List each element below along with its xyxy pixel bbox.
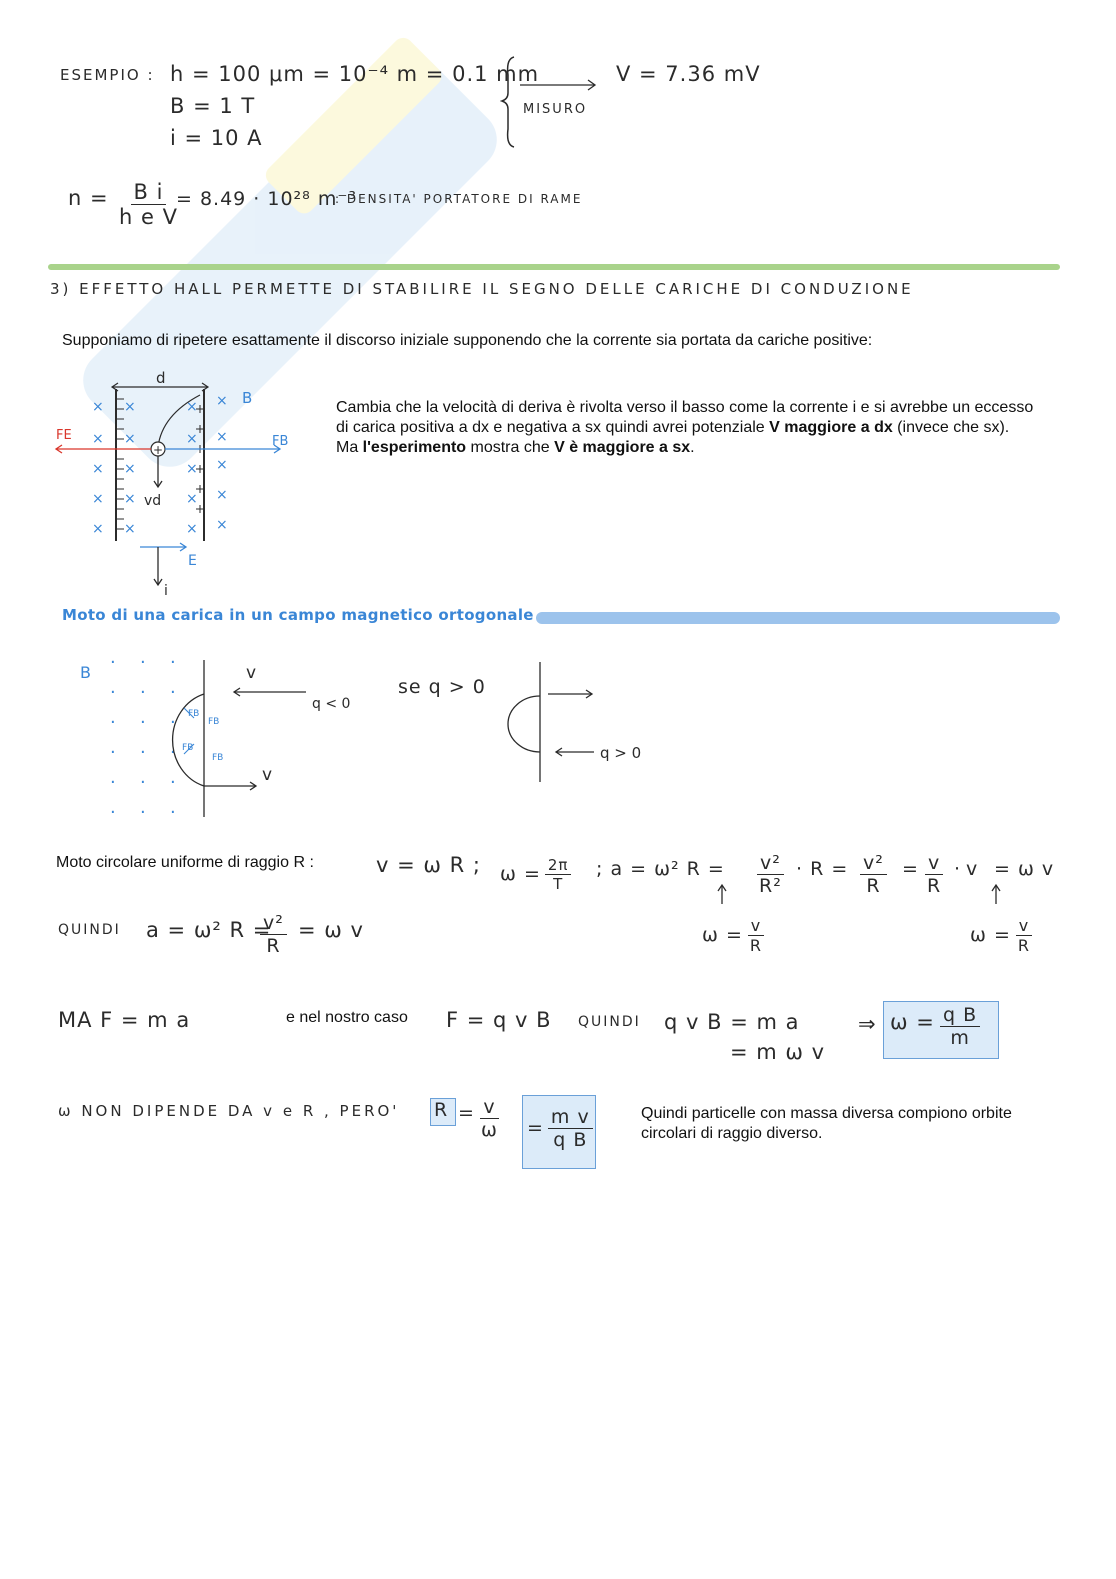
hall-diagram — [50, 365, 300, 600]
section3-intro: Supponiamo di ripetere esattamente il discorso iniziale supponendo che la corrente sia portata da cariche positive: — [62, 332, 873, 349]
quindi-frac: $\frac{\text{v²}}{R}$ — [256, 912, 291, 957]
v2-R: $\frac{\text{v²}}{R}$ — [856, 852, 891, 897]
cross-icon: × — [186, 521, 198, 537]
cross-icon: × — [92, 521, 104, 537]
misuro-label: MISURO — [523, 102, 588, 117]
cross-icon: × — [216, 393, 228, 409]
v-term: v — [966, 858, 979, 880]
p1-bold: V maggiore a dx — [769, 419, 893, 436]
svg-text:·: · — [110, 742, 116, 763]
cross-icon: × — [216, 457, 228, 473]
omega-v-r-2: ω = $\frac{v}{R}$ — [970, 916, 1037, 955]
svg-text:·: · — [170, 712, 176, 733]
cross-icon: × — [124, 399, 136, 415]
p2-text: Ma — [336, 439, 363, 456]
cross-icon: × — [92, 431, 104, 447]
p1-text: Cambia che la velocità di deriva è rivolta verso il basso come la corrente i e si avrebbe un eccesso di carica positiva a dx e negativa a sx quindi avrei potenziale — [336, 399, 1034, 436]
p2-end: . — [690, 439, 695, 456]
B-label: B — [242, 389, 253, 407]
cross-icon: × — [124, 491, 136, 507]
R-equals: = — [458, 1102, 475, 1124]
density-num: B i — [131, 180, 167, 205]
section3-paragraph — [336, 398, 1036, 458]
example-i: i = 10 A — [170, 126, 263, 150]
quindi-end: = ω v — [298, 918, 364, 942]
v-over-omega: $\frac{v}{\omega}$ — [481, 1096, 498, 1141]
svg-text:·: · — [110, 652, 116, 673]
svg-text:·: · — [140, 712, 146, 733]
qvB-ma: q v B = m a — [664, 1010, 800, 1034]
F-ma: MA F = m a — [58, 1008, 191, 1032]
cross-icon: × — [92, 399, 104, 415]
implies-arrow: ⇒ — [858, 1012, 877, 1036]
circular-label: Moto circolare uniforme di raggio R : — [56, 854, 314, 871]
cross-icon: × — [216, 487, 228, 503]
v2-R2: $\frac{\text{v²}}{\text{R²}}$ — [752, 852, 789, 897]
motion-section-title: Moto di una carica in un campo magnetico ortogonale — [62, 606, 534, 624]
FE-label: FE — [56, 428, 72, 443]
density-n: n = — [68, 186, 109, 210]
omega-result-box — [883, 1001, 999, 1059]
density-description: : DENSITA' PORTATORE DI RAME — [335, 192, 583, 206]
svg-text:FB: FB — [208, 717, 220, 727]
dot-v: · — [954, 858, 962, 880]
cross-icon: × — [186, 399, 198, 415]
svg-text:+: + — [153, 443, 164, 457]
i-label: i — [164, 583, 168, 599]
cross-icon: × — [186, 431, 198, 447]
cross-icon: × — [92, 491, 104, 507]
d-label: d — [156, 369, 166, 387]
blue-divider — [536, 612, 1060, 624]
svg-text:·: · — [110, 772, 116, 793]
p2-mid: mostra che — [466, 439, 555, 456]
svg-text:·: · — [140, 652, 146, 673]
svg-text:·: · — [140, 682, 146, 703]
svg-text:·: · — [110, 802, 116, 823]
vd-label: vd — [144, 493, 162, 509]
svg-text:·: · — [140, 772, 146, 793]
svg-text:·: · — [110, 712, 116, 733]
acc-eq: ; a = ω² R = — [596, 858, 725, 880]
FB-label: FB — [272, 434, 289, 449]
R-boxed: R — [434, 1099, 449, 1121]
equals-1: = — [902, 858, 919, 880]
v-omega-R: v = ω R ; — [376, 853, 481, 877]
eq-end: = ω v — [994, 858, 1055, 880]
E-label: E — [188, 553, 197, 569]
radius-box-frac: = $\frac{\text{m v}}{\text{q B}}$ — [527, 1106, 597, 1151]
cross-icon: × — [216, 517, 228, 533]
v-over-R: $\frac{v}{R}$ — [920, 852, 948, 897]
svg-text:·: · — [170, 682, 176, 703]
final-statement: ω NON DIPENDE DA v e R , PERO' — [58, 1102, 400, 1120]
cross-icon: × — [92, 461, 104, 477]
cross-icon: × — [124, 461, 136, 477]
example-h: h = 100 μm = 10⁻⁴ m = 0.1 mm — [170, 62, 540, 86]
section3-title: 3) EFFETTO HALL PERMETTE DI STABILIRE IL SEGNO DELLE CARICHE DI CONDUZIONE — [50, 280, 914, 298]
F-qvB: F = q v B — [446, 1008, 552, 1032]
svg-text:·: · — [140, 742, 146, 763]
omega-box-lhs: ω = — [890, 1010, 935, 1034]
svg-text:·: · — [170, 742, 176, 763]
p2-bold2: V è maggiore a sx — [554, 439, 691, 456]
density-den: h e V — [119, 205, 178, 229]
omega-box-frac: $\frac{\text{q B}}{m}$ — [936, 1004, 984, 1049]
cross-icon: × — [186, 491, 198, 507]
svg-text:·: · — [170, 802, 176, 823]
quindi-eq: a = ω² R = — [146, 918, 272, 942]
density-value: = 8.49 · 10²⁸ m⁻³ — [176, 188, 357, 210]
cross-icon: × — [124, 431, 136, 447]
R-box — [430, 1098, 456, 1126]
B-field-label: B — [80, 663, 91, 682]
m-omega-v: = m ω v — [730, 1040, 826, 1064]
nostro-caso: e nel nostro caso — [286, 1009, 408, 1026]
v-label-top: v — [246, 663, 257, 683]
omega-v-r-1: ω = $\frac{v}{R}$ — [702, 916, 769, 955]
svg-text:·: · — [110, 682, 116, 703]
motion-diagram-positive — [500, 660, 650, 785]
example-label: ESEMPIO : — [60, 66, 155, 84]
svg-text:FB: FB — [182, 743, 194, 753]
green-divider — [48, 264, 1060, 270]
omega-eq: ω = $\frac{2\pi}{T}$ — [500, 856, 575, 893]
final-note: Quindi particelle con massa diversa compiono orbite circolari di raggio diverso. — [641, 1105, 1012, 1142]
svg-text:·: · — [170, 652, 176, 673]
motion-diagram-negative — [70, 652, 370, 827]
up-arrows — [712, 882, 1012, 908]
example-result: V = 7.36 mV — [616, 62, 761, 86]
dot-R: · R = — [796, 858, 849, 880]
example-B: B = 1 T — [170, 94, 256, 118]
radius-box — [522, 1095, 596, 1169]
density-fraction — [112, 180, 185, 229]
se-q-pos: se q > 0 — [398, 676, 486, 698]
p2-bold: l'esperimento — [362, 439, 467, 456]
q-positive-label: q > 0 — [600, 744, 642, 762]
cross-icon: × — [216, 429, 228, 445]
p1-end: (invece che sx). — [892, 419, 1010, 436]
q-negative-label: q < 0 — [312, 696, 351, 712]
cross-icon: × — [124, 521, 136, 537]
svg-text:FB: FB — [188, 709, 200, 719]
quindi-label: QUINDI — [58, 922, 121, 938]
svg-text:·: · — [170, 772, 176, 793]
svg-text:·: · — [140, 802, 146, 823]
force-quindi: QUINDI — [578, 1014, 641, 1030]
v-label-bottom: v — [262, 765, 273, 785]
svg-text:FB: FB — [212, 753, 224, 763]
cross-icon: × — [186, 461, 198, 477]
